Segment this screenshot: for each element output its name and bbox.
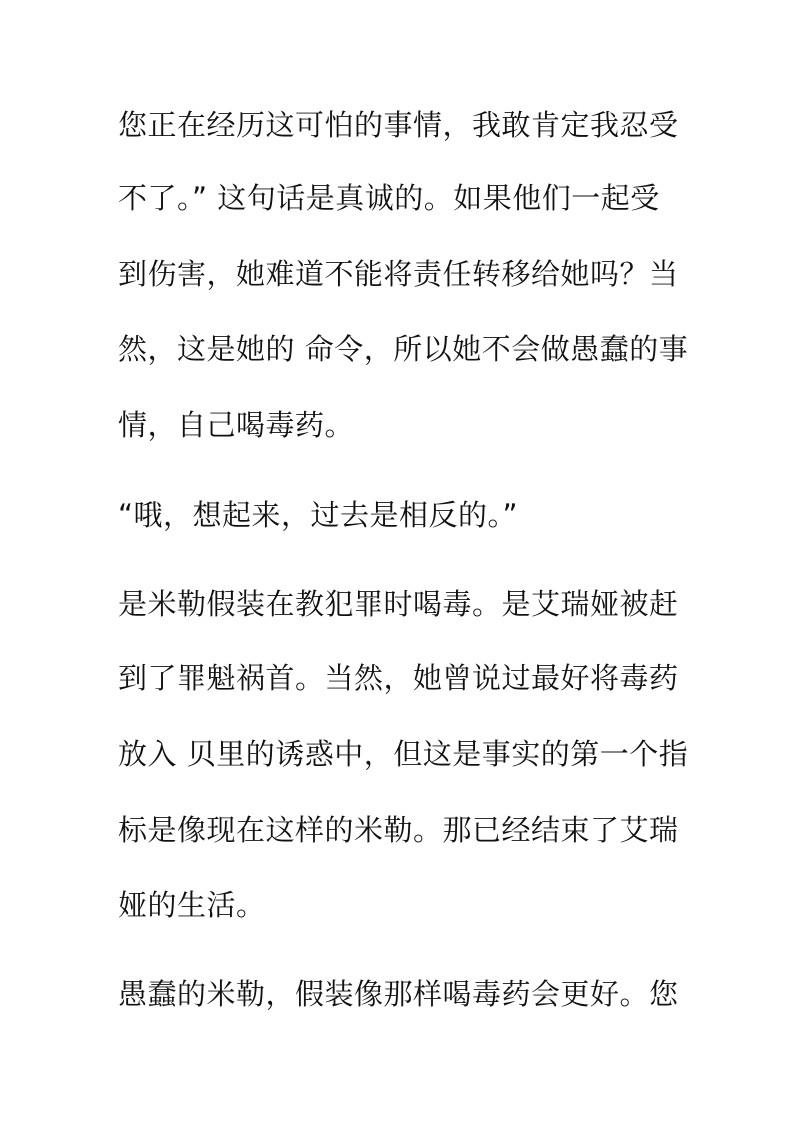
text-line: 不了。” 这句话是真诚的。如果他们一起受 <box>118 181 660 215</box>
text-line: “哦，想起来，过去是相反的。” <box>118 498 519 532</box>
text-line: 标是像现在这样的米勒。那已经结束了艾瑞 <box>118 813 679 847</box>
text-line: 到伤害，她难道不能将责任转移给她吗？当 <box>118 257 679 291</box>
text-line: 情，自己喝毒药。 <box>118 408 355 442</box>
text-line: 放入 贝里的诱惑中，但这是事实的第一个指 <box>118 737 689 771</box>
text-line: 到了罪魁祸首。当然，她曾说过最好将毒药 <box>118 661 679 695</box>
text-line: 娅的生活。 <box>118 888 266 922</box>
text-line: 是米勒假装在教犯罪时喝毒。是艾瑞娅被赶 <box>118 587 679 621</box>
text-line: 您正在经历这可怕的事情，我敢肯定我忍受 <box>118 108 679 142</box>
text-line: 愚蠢的米勒，假装像那样喝毒药会更好。您 <box>118 977 679 1011</box>
text-line: 然，这是她的 命令，所以她不会做愚蠢的事 <box>118 332 689 366</box>
